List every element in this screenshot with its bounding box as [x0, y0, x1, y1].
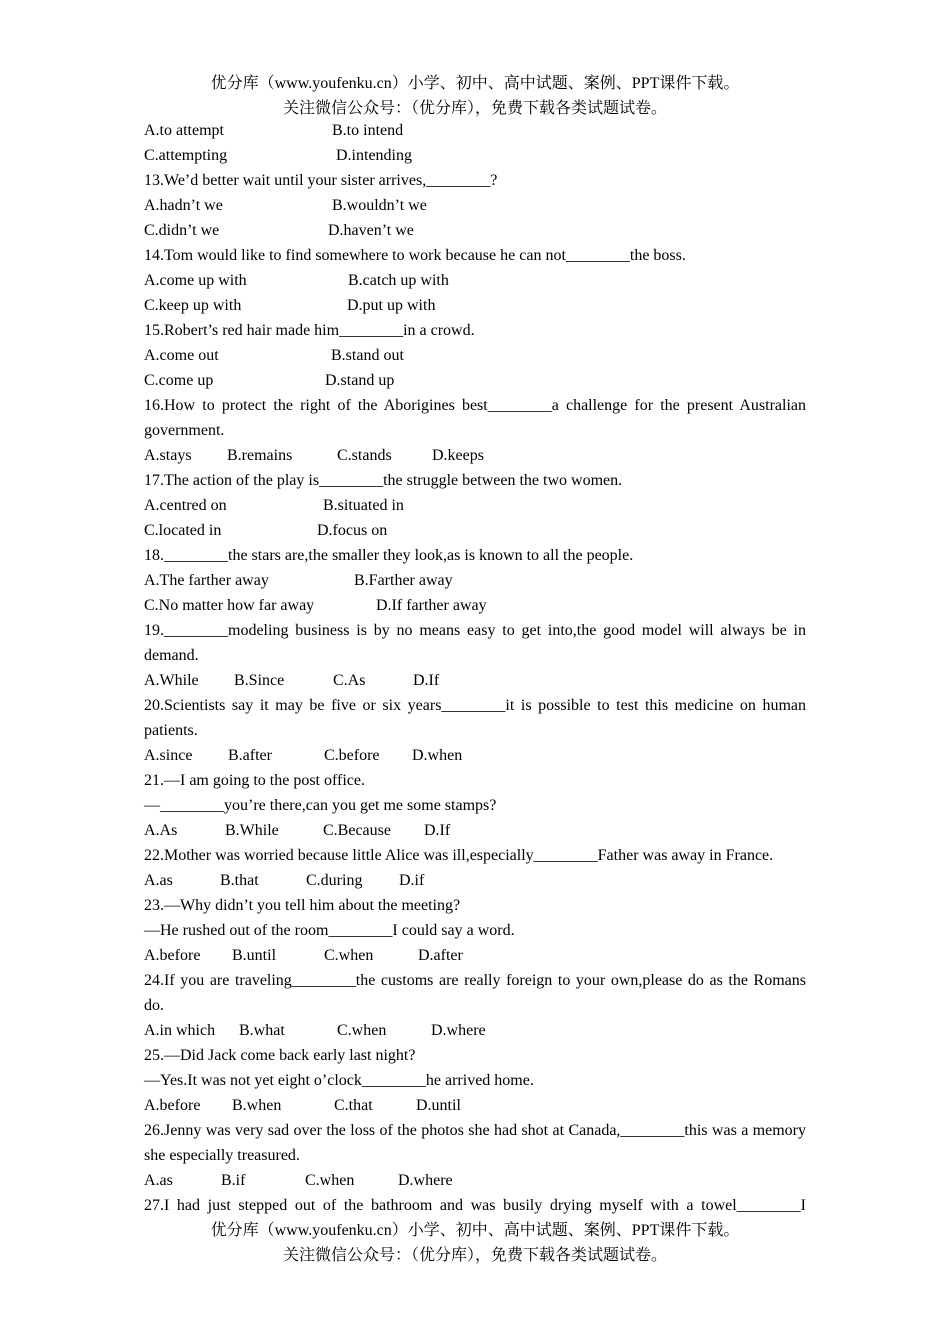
q26-stem: 26.Jenny was very sad over the loss of the photos she had shot at Canada,________this was a memory she especially treasured. — [144, 1122, 806, 1164]
q16-option-b: B.remains — [227, 447, 293, 464]
q23-option-a: A.before — [144, 947, 201, 964]
header-line-1: 优分库（www.youfenku.cn）小学、初中、高中试题、案例、PPT课件下载。 — [210, 75, 740, 92]
q14-options-row-2 — [144, 293, 806, 318]
q19-options — [144, 668, 806, 693]
q21-stem-1: 21.—I am going to the post office. — [144, 772, 365, 789]
footer-line-1: 优分库（www.youfenku.cn）小学、初中、高中试题、案例、PPT课件下载。 — [210, 1222, 740, 1239]
q23-option-b: B.until — [232, 947, 277, 964]
q14-option-b: B.catch up with — [348, 272, 449, 289]
q20-option-d: D.when — [412, 747, 463, 764]
q20-option-b: B.after — [228, 747, 272, 764]
q19-stem: 19.________modeling business is by no means easy to get into,the good model will always be in demand. — [144, 622, 806, 664]
q23-option-c: C.when — [324, 947, 374, 964]
q22-option-c: C.during — [306, 872, 363, 889]
q14-option-a: A.come up with — [144, 272, 247, 289]
q17-option-b: B.situated in — [323, 497, 404, 514]
q14-stem: 14.Tom would like to find somewhere to work because he can not________the boss. — [144, 247, 686, 264]
q13-options-row-2 — [144, 218, 806, 243]
q15-option-d: D.stand up — [325, 372, 395, 389]
q16-option-c: C.stands — [337, 447, 392, 464]
q22-option-b: B.that — [220, 872, 259, 889]
q17-option-c: C.located in — [144, 522, 222, 539]
q25-option-b: B.when — [232, 1097, 282, 1114]
q18-option-a: A.The farther away — [144, 572, 269, 589]
q24-options — [144, 1018, 806, 1043]
q24-stem: 24.If you are traveling________the customs are really foreign to your own,please do as the Romans do. — [144, 972, 806, 1014]
q20-option-c: C.before — [324, 747, 380, 764]
q12-option-a: A.to attempt — [144, 122, 224, 139]
q14-options-row-1 — [144, 268, 806, 293]
q25-stem-1: 25.—Did Jack come back early last night? — [144, 1047, 416, 1064]
q13-options-row-1 — [144, 193, 806, 218]
q26-option-b: B.if — [221, 1172, 246, 1189]
page-footer — [0, 1218, 950, 1268]
q16-options — [144, 443, 806, 468]
q13-option-c: C.didn’t we — [144, 222, 220, 239]
q20-options — [144, 743, 806, 768]
q26-option-a: A.as — [144, 1172, 173, 1189]
q21-option-a: A.As — [144, 822, 178, 839]
q22-option-a: A.as — [144, 872, 173, 889]
q17-option-d: D.focus on — [317, 522, 388, 539]
q17-option-a: A.centred on — [144, 497, 227, 514]
q20-option-a: A.since — [144, 747, 193, 764]
q15-options-row-2 — [144, 368, 806, 393]
q14-option-d: D.put up with — [347, 297, 436, 314]
q18-option-d: D.If farther away — [376, 597, 487, 614]
q15-option-c: C.come up — [144, 372, 214, 389]
q25-stem-2: —Yes.It was not yet eight o’clock________he arrived home. — [144, 1072, 534, 1089]
q24-option-a: A.in which — [144, 1022, 216, 1039]
q23-option-d: D.after — [418, 947, 463, 964]
q21-option-c: C.Because — [323, 822, 391, 839]
q13-stem: 13.We’d better wait until your sister arrives,________? — [144, 172, 498, 189]
q12-option-d: D.intending — [336, 147, 412, 164]
q25-option-a: A.before — [144, 1097, 201, 1114]
q18-options-row-1 — [144, 568, 806, 593]
q15-option-a: A.come out — [144, 347, 219, 364]
q18-option-b: B.Farther away — [354, 572, 453, 589]
q14-option-c: C.keep up with — [144, 297, 242, 314]
q13-option-b: B.wouldn’t we — [332, 197, 427, 214]
q13-option-d: D.haven’t we — [328, 222, 414, 239]
q16-stem: 16.How to protect the right of the Aborigines best________a challenge for the present Australian government. — [144, 397, 806, 439]
question-list — [144, 118, 806, 1218]
q12-options-row-2 — [144, 143, 806, 168]
q17-options-row-2 — [144, 518, 806, 543]
q22-option-d: D.if — [399, 872, 425, 889]
footer-line-2: 关注微信公众号：（优分库），免费下载各类试题试卷。 — [282, 1247, 667, 1264]
q18-stem: 18.________the stars are,the smaller they look,as is known to all the people. — [144, 547, 634, 564]
q21-stem-2: —________you’re there,can you get me some stamps? — [144, 797, 497, 814]
q21-option-b: B.While — [225, 822, 279, 839]
q21-options — [144, 818, 806, 843]
q24-option-c: C.when — [337, 1022, 387, 1039]
q27-stem: 27.I had just stepped out of the bathroom and was busily drying myself with a towel________I — [144, 1197, 806, 1214]
q15-options-row-1 — [144, 343, 806, 368]
q26-option-c: C.when — [305, 1172, 355, 1189]
q23-stem-1: 23.—Why didn’t you tell him about the meeting? — [144, 897, 461, 914]
q19-option-c: C.As — [333, 672, 366, 689]
q15-stem: 15.Robert’s red hair made him________in a crowd. — [144, 322, 475, 339]
q21-option-d: D.If — [424, 822, 451, 839]
q18-options-row-2 — [144, 593, 806, 618]
q16-option-a: A.stays — [144, 447, 192, 464]
q25-options — [144, 1093, 806, 1118]
q22-options — [144, 868, 806, 893]
q24-option-d: D.where — [431, 1022, 486, 1039]
q19-option-d: D.If — [413, 672, 440, 689]
q23-options — [144, 943, 806, 968]
header-line-2: 关注微信公众号：（优分库），免费下载各类试题试卷。 — [282, 100, 667, 117]
q25-option-d: D.until — [416, 1097, 461, 1114]
q12-option-b: B.to intend — [332, 122, 404, 139]
q17-stem: 17.The action of the play is________the struggle between the two women. — [144, 472, 623, 489]
q13-option-a: A.hadn’t we — [144, 197, 223, 214]
q22-stem: 22.Mother was worried because little Alice was ill,especially________Father was away in France. — [144, 847, 774, 864]
q26-options — [144, 1168, 806, 1193]
q26-option-d: D.where — [398, 1172, 453, 1189]
q18-option-c: C.No matter how far away — [144, 597, 315, 614]
page-header — [0, 71, 950, 121]
q12-option-c: C.attempting — [144, 147, 228, 164]
q17-options-row-1 — [144, 493, 806, 518]
q19-option-b: B.Since — [234, 672, 285, 689]
q16-option-d: D.keeps — [432, 447, 484, 464]
q15-option-b: B.stand out — [331, 347, 404, 364]
q23-stem-2: —He rushed out of the room________I could say a word. — [144, 922, 515, 939]
q19-option-a: A.While — [144, 672, 199, 689]
q20-stem: 20.Scientists say it may be five or six years________it is possible to test this medicine on human patients. — [144, 697, 806, 739]
q12-options-row-1 — [144, 118, 806, 143]
q24-option-b: B.what — [239, 1022, 285, 1039]
q25-option-c: C.that — [334, 1097, 373, 1114]
